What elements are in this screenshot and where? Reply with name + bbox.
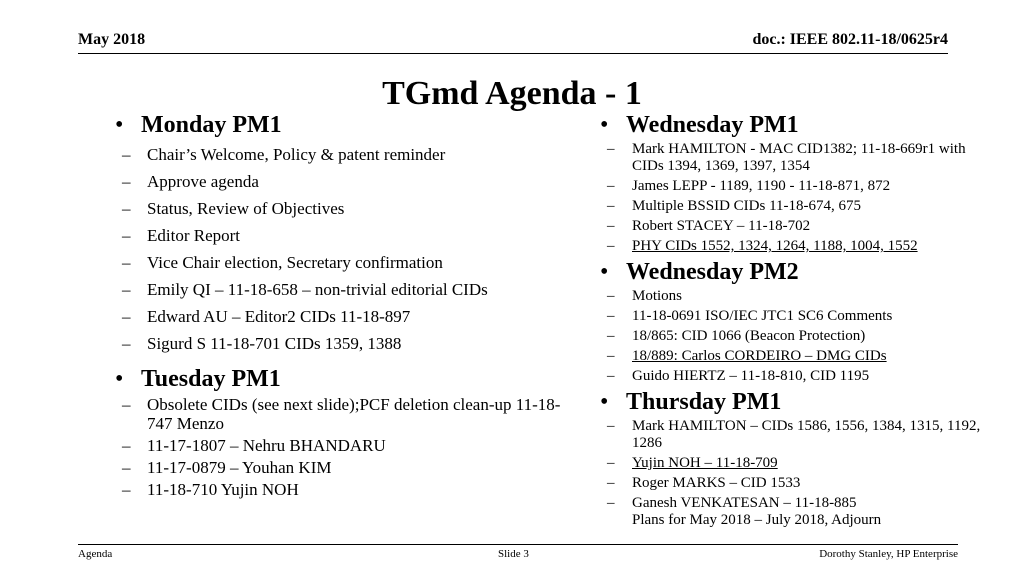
page-header (78, 31, 948, 54)
list-item: – Approve agenda (115, 172, 565, 192)
list-item-link[interactable]: – PHY CIDs 1552, 1324, 1264, 1188, 1004, 1552 (600, 238, 1000, 255)
section-monday-pm1 (115, 112, 565, 354)
list-item: – 11-17-0879 – Youhan KIM (115, 458, 565, 477)
page-footer (78, 544, 958, 562)
list-item: – Edward AU – Editor2 CIDs 11-18-897 (115, 307, 565, 327)
footer-label: Agenda (78, 548, 113, 560)
list-item-link[interactable]: – 18/889: Carlos CORDEIRO – DMG CIDs (600, 348, 1000, 365)
section-heading: • Tuesday PM1 (115, 366, 565, 392)
agenda-list (600, 141, 1000, 255)
footer-author: Dorothy Stanley, HP Enterprise (819, 548, 958, 560)
list-item: – 11-18-710 Yujin NOH (115, 480, 565, 499)
section-thursday-pm1 (600, 389, 1000, 529)
agenda-list (600, 288, 1000, 385)
list-item: – Robert STACEY – 11-18-702 (600, 218, 1000, 235)
left-column (115, 112, 565, 499)
section-heading: • Wednesday PM2 (600, 259, 1000, 285)
section-heading: • Monday PM1 (115, 112, 565, 138)
agenda-list (600, 418, 1000, 529)
section-heading: • Wednesday PM1 (600, 112, 1000, 138)
list-item: – 11-17-1807 – Nehru BHANDARU (115, 436, 565, 455)
list-item: – Mark HAMILTON - MAC CID1382; 11-18-669r1 with CIDs 1394, 1369, 1397, 1354 (600, 141, 1000, 175)
agenda-list (115, 145, 565, 354)
agenda-list (115, 395, 565, 499)
list-item: – 11-18-0691 ISO/IEC JTC1 SC6 Comments (600, 308, 1000, 325)
list-item: – Status, Review of Objectives (115, 199, 565, 219)
list-item: – Roger MARKS – CID 1533 (600, 475, 1000, 492)
list-item-line: Ganesh VENKATESAN – 11-18-885 (632, 495, 857, 511)
list-item-link[interactable]: – Yujin NOH – 11-18-709 (600, 455, 1000, 472)
list-item: – Emily QI – 11-18-658 – non-trivial editorial CIDs (115, 280, 565, 300)
section-wednesday-pm2 (600, 259, 1000, 385)
section-wednesday-pm1 (600, 112, 1000, 255)
list-item: – Guido HIERTZ – 11-18-810, CID 1195 (600, 368, 1000, 385)
list-item (600, 495, 1000, 529)
list-item: – Chair’s Welcome, Policy & patent reminder (115, 145, 565, 165)
slide-number: Slide 3 (498, 548, 529, 560)
section-tuesday-pm1 (115, 366, 565, 499)
slide-title: TGmd Agenda - 1 (382, 75, 642, 112)
list-item: – Vice Chair election, Secretary confirmation (115, 253, 565, 273)
list-item: – Multiple BSSID CIDs 11-18-674, 675 (600, 198, 1000, 215)
section-heading: • Thursday PM1 (600, 389, 1000, 415)
list-item: – Motions (600, 288, 1000, 305)
right-column (600, 112, 1000, 529)
header-doc-id: doc.: IEEE 802.11-18/0625r4 (752, 31, 948, 48)
list-item: – Sigurd S 11-18-701 CIDs 1359, 1388 (115, 334, 565, 354)
list-item: – 18/865: CID 1066 (Beacon Protection) (600, 328, 1000, 345)
list-item: – Obsolete CIDs (see next slide);PCF deletion clean-up 11-18-747 Menzo (115, 395, 565, 433)
header-date: May 2018 (78, 31, 146, 48)
list-item: – Editor Report (115, 226, 565, 246)
list-item-line: Plans for May 2018 – July 2018, Adjourn (632, 512, 882, 528)
list-item: – James LEPP - 1189, 1190 - 11-18-871, 872 (600, 178, 1000, 195)
list-item: – Mark HAMILTON – CIDs 1586, 1556, 1384, 1315, 1192, 1286 (600, 418, 1000, 452)
